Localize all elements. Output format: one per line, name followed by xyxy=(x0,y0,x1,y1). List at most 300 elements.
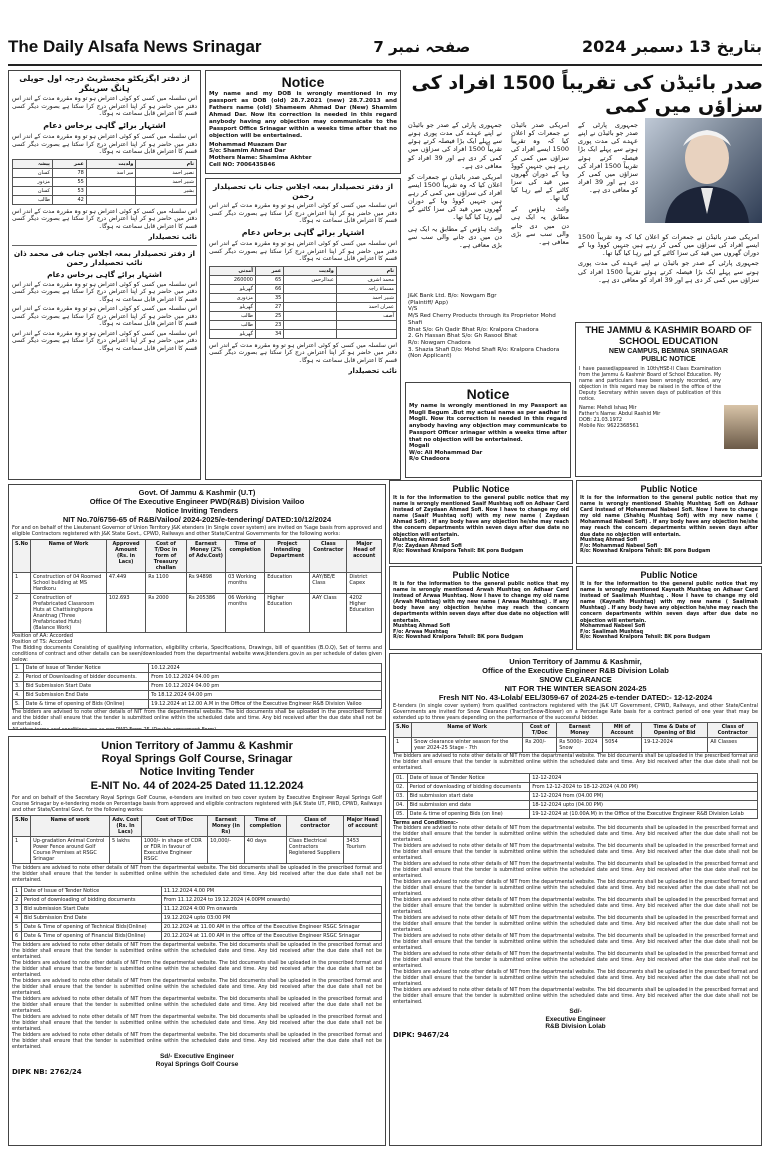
pn-2-body: It is for the information to the general public notice that my name is wrongly mentioned Shahiq Mushtaq Sofi on Adhaar Card instead of Mohammad Nabeel Sofi. Now I have to change my old name (Shahiq Mushtaq Sofi) with my new name ( Mohammad Nabeel Sofi) . If any body have any objection he/she may reach the concern departments within seven days after due date no objection will entertain. xyxy=(580,494,758,538)
cell: Date & Time of opening of Financial Bids(Online) xyxy=(21,932,161,941)
cell: AAY Class xyxy=(310,593,347,632)
table-row xyxy=(210,284,397,293)
table-row xyxy=(13,896,382,905)
cell xyxy=(284,311,337,320)
table-row xyxy=(394,792,758,801)
table-row xyxy=(394,801,758,810)
notice-sig-1: Mohammad Muazam Dar xyxy=(209,141,287,148)
pn-1-sig-3: R/o: Nowshad Kralpora Tehsil: BK pora Budgam xyxy=(393,548,524,555)
col-header: Class Contractor xyxy=(310,539,347,572)
t1-h1: نام xyxy=(136,159,197,168)
pn-1-body: It is for the information to the general public notice that my name is wrongly mentioned Saaif Mushtaq sofi on Adhaar Card instead of Zaydaan Ahmad Sofi. Now I have to change my old name (Saaif Mushtaq sofi) with my new name ( Zaydaan Ahmad Sofi) . If any body have any objection he/she may reach the concern departments within seven days after due date no objection will entertain. xyxy=(393,494,569,538)
cell: شبیر احمد xyxy=(336,293,396,302)
pn-2-sig-2: F/o: Mohammad Nabeel Sofi xyxy=(580,542,658,549)
lolab-sd: Sd/- xyxy=(569,1007,582,1015)
col-header: Adv. Cost (Rs. In Lacs) xyxy=(110,816,142,837)
golf-tender-notice xyxy=(8,736,386,1146)
school-f2: Father's Name: Abdul Rashid Mir xyxy=(579,410,661,417)
table-row xyxy=(394,810,758,819)
cell: 18-12-2024 upto (04.00 PM) xyxy=(530,801,758,810)
col-header: Name of Work xyxy=(31,539,107,572)
table-row xyxy=(13,699,382,708)
col-header: Approved Amount (Rs. in Lacs) xyxy=(106,539,145,572)
table-row xyxy=(210,311,397,320)
cell: 25 xyxy=(255,311,283,320)
cell: 2 xyxy=(13,896,22,905)
cell: Period of downloading of bidding documents xyxy=(407,783,530,792)
table-row xyxy=(13,168,197,177)
pn-4-sig-2: F/o: Saalimah Mushtaq xyxy=(580,628,644,635)
urdu-ad-1-body: اس سلسلہ میں کسی کو کوئی اعتراض ہو تو وہ مقررہ مدت کے اندر اس دفتر میں حاضر ہو کر اپنا اعتراض درج کرا سکتا ہے بصورت دیگر کسی قسم کا اعتراض قابل سماعت نہ ہوگا۔ xyxy=(12,95,197,118)
cell: 65 xyxy=(255,275,283,284)
pwd-g3: Notice Inviting Tenders xyxy=(155,506,239,515)
t2-h2: ولدیت xyxy=(284,266,337,275)
school-f4: Mobile No: 9622368561 xyxy=(579,422,639,429)
cell: 06 Working months xyxy=(226,593,265,632)
lolab-text-5: The bidders are advised to note other details of NIT from the departmental website. The bid documents shall be uploaded in the prescribed format and the bidder shall ensure that the tender is submitted online within the scheduled date and time. Any bid received after the due date shall not be entertained. xyxy=(393,880,758,898)
cell: 27 xyxy=(255,302,283,311)
pn-2-sig-1: Mushtaq Ahmad Sofi xyxy=(580,536,637,543)
cell: 3. xyxy=(13,681,24,690)
pwd-terms: The bidders are advised to note other details of NIT from the departmental website. The bid documents shall be uploaded in the prescribed format and the bidder shall ensure that the tender is submitted online within the scheduled date and time. Any bid received after the due date shall not be entertained. xyxy=(12,708,382,728)
urdu-news-text-c xyxy=(575,118,641,228)
cell: گھریلو xyxy=(210,284,256,293)
pwd-dates-head: The Bidding documents Consisting of qualifying information, eligibility criteria, Specifications, Drawings, bill of quantities (B.O.Q), Set of terms and conditions of contract and other details can be seen/downloaded from the departmental website www.jktenders.gov.in as per schedule of dates given below: xyxy=(12,644,382,663)
col-header: Class of Contractor xyxy=(708,723,758,738)
cell: مزدور xyxy=(13,177,53,186)
school-f3: DOB: 21.03.1972 xyxy=(579,416,623,423)
table-row xyxy=(210,275,397,284)
table-row xyxy=(13,914,382,923)
cell xyxy=(284,302,337,311)
cell: 4202 Higher Education xyxy=(347,593,382,632)
cell: 1 xyxy=(394,738,412,753)
lolab-works-table xyxy=(393,722,758,753)
cell: Rs 1100 xyxy=(146,572,186,593)
cell: 2. xyxy=(13,672,24,681)
school-campus: NEW CAMPUS, BEMINA SRINAGAR xyxy=(608,347,729,355)
cell: 66 xyxy=(255,284,283,293)
cell: 19.12.2024 upto 03:00 PM xyxy=(161,914,381,923)
table-row xyxy=(210,293,397,302)
lolab-g3: SNOW CLEARANCE xyxy=(539,675,612,684)
cell: 5054 xyxy=(603,738,642,753)
news-para-8: جمہوری پارٹی کے صدر جو بائیڈن نے اپنے عہدے کی مدت پوری ہونے سے پہلے ایک بڑا فیصلہ کرتے ہوئے تقریباً 1500 افراد کی سزاؤں میں کمی کر دی ہے اور 39 افراد کو معافی دی ہے۔ xyxy=(578,259,759,284)
cell: Rs 205386 xyxy=(186,593,226,632)
cell: Rs 2000 xyxy=(146,593,186,632)
col-header: Time of completion xyxy=(244,816,286,837)
cell: 260000 xyxy=(210,275,256,284)
urdu-news-text-d xyxy=(575,230,762,320)
cell: 53 xyxy=(52,186,86,195)
table-row xyxy=(13,923,382,932)
urdu-ad-4-title: از دفتر تحصیلدار بمعہ اجلاس جناب ناب تحصیلدار رحمن xyxy=(212,182,394,200)
cell: Date of Issue of Tender Notice xyxy=(21,887,161,896)
cell: Bid submission Start Date xyxy=(21,905,161,914)
urdu-table-1 xyxy=(12,159,197,205)
table-row xyxy=(13,681,382,690)
cell: Bid submission end date xyxy=(407,801,530,810)
cell: 12-12-2024 from (04.00 PM) xyxy=(530,792,758,801)
news-para-3: وائٹ ہاؤس کے مطابق یہ ایک ہی دن میں دی جانے والی سب سے بڑی معافی ہے۔ xyxy=(408,224,502,249)
lolab-exe: Executive Engineer xyxy=(545,1015,606,1023)
cell: Bid Submission End Date xyxy=(21,914,161,923)
golf-text-1: The bidders are advised to note other details of NIT from the departmental website. The bid documents shall be uploaded in the prescribed format and the bidder shall ensure that the tender is submitted online within the scheduled date and time. Any bid received after the due date shall not be entertained. xyxy=(12,866,382,884)
school-body: I have passed/appeared in 10th/HSE-II Class Examination from the Jammu & Kashmir Board of School Education. My name and particulars have been wrongly recorded, any objection in this regard may be raised in the office of the Deputy Secretary within seven days of publication of this notice. xyxy=(579,366,721,402)
masthead xyxy=(8,30,762,66)
cell: Period of downloading of bidding documents xyxy=(21,896,161,905)
t2-h3: عمر xyxy=(255,266,283,275)
t1-h4: پیشہ xyxy=(13,159,53,168)
cell: From 12-12-2024 to 18-12-2024 (4.00 PM) xyxy=(530,783,758,792)
urdu-news-text-b xyxy=(508,118,572,284)
table-row xyxy=(13,186,197,195)
cell: 3 xyxy=(13,905,22,914)
lolab-g4: NIT FOR THE WINTER SEASON 2024-25 xyxy=(504,684,647,693)
cell: Education xyxy=(265,572,310,593)
notice-sig-4: Cell NO: 7006435846 xyxy=(209,161,276,168)
cell: Rs 94898 xyxy=(186,572,226,593)
notice-body: My name and my DOB is wrongly mentioned in my passport as DOB (old) 28.7.2021 (new) 28.7.2013 and Fathers name (old) Shameem Ahmad Dar (New) Shamim Ahmad Dar. Now its correction is needed in this regard anybody having any objection may communicate to the Passport Office Srinagar within a weeks time after that no objection will be entertained. xyxy=(209,90,397,139)
cell: 19-12-2024 at (10.00A.M) in the Office of the Executive Engineer R&B Division Lolab xyxy=(530,810,758,819)
notice-2-sig-2: W/o: Ali Mohammad Dar xyxy=(409,449,483,456)
lolab-text-9: The bidders are advised to note other details of NIT from the departmental website. The bid documents shall be uploaded in the prescribed format and the bidder shall ensure that the tender is submitted online within the scheduled date and time. Any bid received after the due date shall not be entertained. xyxy=(393,952,758,969)
cell: Bid Submission End Date xyxy=(23,690,149,699)
pwd-intro: For and on behalf of the Lieutenant Governor of Union Territory J&K etenders (in Single cover system) are invited on %age basis from approved and eligible Contractors registered with J&K State Govt., CPWD, Railways and other State/Central Governments for the following works: xyxy=(12,525,382,538)
urdu-ad-4-body-2: اس سلسلہ میں کسی کو کوئی اعتراض ہو تو وہ مقررہ مدت کے اندر اس دفتر میں حاضر ہو کر اپنا اعتراض درج کرا سکتا ہے بصورت دیگر کسی قسم کا اعتراض قابل سماعت نہ ہوگا۔ xyxy=(209,240,397,263)
notice-passport-1 xyxy=(205,70,401,174)
table-row xyxy=(13,663,382,672)
news-para-7: امریکی صدر بائیڈن نے جمعرات کو اعلان کیا کہ وہ تقریباً 1500 ایسے افراد کی سزاؤں میں کمی کر رہے ہیں جنہیں کووڈ وبا کے دوران گھروں میں قید کی سزا کاٹنے کے لیے رہا کیا گیا تھا۔ xyxy=(578,233,759,258)
cell xyxy=(284,320,337,329)
news-para-5: وائٹ ہاؤس کے مطابق یہ ایک ہی دن میں دی جانے والی سب سے بڑی معافی ہے۔ xyxy=(511,205,569,246)
lolab-text-2: The bidders are advised to note other details of NIT from the departmental website. The bid documents shall be uploaded in the prescribed format and the bidder shall ensure that the tender is submitted online within the scheduled date and time. Any bid received after the due date shall not be entertained. xyxy=(393,826,758,844)
cell xyxy=(86,177,136,186)
cell: 19.12.2024 at 12.00 A.M in the Office of the Executive Engineer R&B Division Vailoo xyxy=(149,699,382,708)
urdu-ad-3-title: از دفتر تحصیلدار بمعہ اجلاس جناب فی محمد ذان نائب تحصیلدار رحمن xyxy=(13,248,196,267)
lolab-g1: Union Territory of Jammu & Kashmir, xyxy=(509,657,642,666)
pn-4-title: Public Notice xyxy=(640,570,698,580)
cell: 3453 Tourism xyxy=(344,837,382,864)
cell: آصف xyxy=(336,311,396,320)
golf-div: Royal Springs Golf Course xyxy=(155,1060,239,1068)
golf-dates-table xyxy=(12,886,382,941)
school-board-name: THE JAMMU & KASHMIR BOARD OF SCHOOL EDUCATION xyxy=(585,325,752,347)
case-line: J&K Bank Ltd. B/o: Nowgam Bgr xyxy=(408,293,497,299)
cell: محمد اشرف xyxy=(336,275,396,284)
page-number: صفحہ نمبر 7 xyxy=(373,38,471,56)
table-row xyxy=(394,738,758,753)
lolab-dates-table xyxy=(393,773,758,819)
notice-title: Notice xyxy=(281,74,325,90)
urdu-ad-4-body-3: اس سلسلہ میں کسی کو کوئی اعتراض ہو تو وہ مقررہ مدت کے اندر اس دفتر میں حاضر ہو کر اپنا اعتراض درج کرا سکتا ہے بصورت دیگر کسی قسم کا اعتراض قابل سماعت نہ ہوگا۔ xyxy=(209,341,397,364)
notice-sig-3: Mothers Name: Shamima Akhter xyxy=(209,155,312,162)
lolab-tender-notice xyxy=(389,653,762,1146)
pwd-pos2: Position of TS: Accorded xyxy=(12,638,73,645)
cell: 42 xyxy=(52,195,86,204)
golf-dipk: DIPK NB: 2762/24 xyxy=(12,1068,82,1077)
urdu-ad-middle xyxy=(205,178,401,480)
pwd-g1: Govt. Of Jammu & Kashmir (U.T) xyxy=(138,488,256,497)
cell: بشیر xyxy=(136,186,197,195)
case-line: Bhat S/o: Gh Qadir Bhat R/o: Kralpora Chadora xyxy=(408,326,539,333)
cell: 5. xyxy=(13,699,24,708)
cell: مزدوری xyxy=(210,293,256,302)
golf-g3: Notice Inviting Tender xyxy=(139,766,255,779)
golf-text-7: The bidders are advised to note other details of NIT from the departmental website. The bid documents shall be uploaded in the prescribed format and the bidder shall ensure that the tender is submitted online within the scheduled date and time. Any bid received after the due date shall not be entertained. xyxy=(12,1032,382,1050)
col-header: S.No xyxy=(13,539,31,572)
cell: Rs 200/- xyxy=(523,738,557,753)
col-header: Time of completion xyxy=(226,539,265,572)
news-para-4: امریکی صدر بائیڈن نے جمعرات کو اعلان کیا کہ وہ تقریباً 1500 ایسے افراد کی سزاؤں میں کمی کر رہے ہیں جنہیں کووڈ وبا کے دوران گھروں میں قید کی سزا کاٹنے کے لیے رہا کیا گیا تھا۔ xyxy=(511,121,569,203)
table-row xyxy=(13,837,382,864)
case-line: 2. Gh Hassan Bhat S/o: Gh Rasool Bhat xyxy=(408,333,518,340)
table-row xyxy=(13,932,382,941)
col-header: Time & Date of Opening of Bid xyxy=(641,723,707,738)
cell: 2 xyxy=(13,593,31,632)
case-line: M/S Red Cherry Products through its Proprietor Mohd Shafi xyxy=(408,313,556,326)
cell: 47.449 xyxy=(106,572,145,593)
cell: 1000/- in shape of CDR or FDR in favour of Executive Engineer RSGC xyxy=(141,837,207,864)
pn-3-sig-2: F/o: Arwaa Mushtaq xyxy=(393,628,449,635)
cell: 03 Working months xyxy=(226,572,265,593)
cell: گھریلو xyxy=(210,329,256,338)
pn-3-sig-3: R/o: Nowshad Kralpora Tehsil: BK pora Budgam xyxy=(393,634,524,641)
cell: Bid Submission Start Date xyxy=(23,681,149,690)
t2-h1: نام xyxy=(336,266,396,275)
cell xyxy=(86,195,136,204)
cell: From 10.12.2024 04.00 pm xyxy=(149,672,382,681)
cell: 23 xyxy=(255,320,283,329)
cell: From 11.12.2024 to 19.12.2024 (4.00PM onwards) xyxy=(161,896,381,905)
golf-text-5: The bidders are advised to note other details of NIT from the departmental website. The bid documents shall be uploaded in the prescribed format and the bidder shall ensure that the tender is submitted online within the scheduled date and time. Any bid received after the due date shall not be entertained. xyxy=(12,996,382,1014)
urdu-ad-4-sub: اشتہار برائے گاہی برخاس دعام xyxy=(241,227,365,237)
pn-1-sig-2: F/o: Zaydaan Ahmad Sofi xyxy=(393,542,462,549)
table-row xyxy=(13,572,382,593)
cell: Construction of 04 Roomed School building at MS Hardkoru xyxy=(31,572,107,593)
cell: کسان xyxy=(13,186,53,195)
cell: 5 lakhs xyxy=(110,837,142,864)
notice-sig-2: S/o: Shamim Ahmad Dar xyxy=(209,148,286,155)
col-header: Cost of T/Doc xyxy=(523,723,557,738)
cell: Bid submission start date xyxy=(407,792,530,801)
notice-passport-2 xyxy=(405,382,571,478)
table-row xyxy=(13,177,197,186)
lolab-text-6: The bidders are advised to note other details of NIT from the departmental website. The bid documents shall be uploaded in the prescribed format and the bidder shall ensure that the tender is submitted online within the scheduled date and time. Any bid received after the due date shall not be entertained. xyxy=(393,898,758,916)
cell: Class Electrical Contractors Registered Suppliers xyxy=(286,837,344,864)
pn-3-body: It is for the information to the general public notice that my name is wrongly mentioned Arwah Mushtaq on Adhaar Card instead of Arwaa Mushtaq. Now I have to change my old name (Arwah Mushtaq) with my new name ( Arwaa Mushtaq) . If any body have any objection he/she may reach the concern departments within seven days after due date no objection will entertain. xyxy=(393,580,569,624)
applicant-photo xyxy=(724,405,758,449)
cell: 20.12.2024 at 11.00 AM in the office of the Executive Engineer RSGC Srinagar xyxy=(161,932,381,941)
golf-text-2: The bidders are advised to note other details of NIT from the departmental website. The bid documents shall be uploaded in the prescribed format and the bidder shall ensure that the tender is submitted online within the scheduled date and time. Any bid received after the due date shall not be entertained. xyxy=(12,943,382,961)
table-row xyxy=(13,195,197,204)
cell: 10,000/- xyxy=(208,837,245,864)
col-header: Cost of T/Doc in form of Treasury challan xyxy=(146,539,186,572)
col-header: S.No xyxy=(13,816,31,837)
lolab-text-1: The bidders are advised to note other details of NIT from the departmental website. The bid documents shall be uploaded in the prescribed format and the bidder shall ensure that the tender is submitted online within the scheduled date and time. Any bid received after the due date shall not be entertained. xyxy=(393,754,758,772)
cell: Construction of Prefabricated Classroom Huts at Chattisinghpora Anantnag (Three Prefabricated Huts) (Balance Work) xyxy=(31,593,107,632)
pn-1-title: Public Notice xyxy=(452,484,510,494)
pwd-dates-table xyxy=(12,663,382,709)
cell: 10.12.2024 xyxy=(149,663,382,672)
cell xyxy=(86,186,136,195)
cell: 35 xyxy=(255,293,283,302)
urdu-ad-2-more: اس سلسلہ میں کسی کو کوئی اعتراض ہو تو وہ مقررہ مدت کے اندر اس دفتر میں حاضر ہو کر اپنا اعتراض درج کرا سکتا ہے بصورت دیگر کسی قسم کا اعتراض قابل سماعت نہ ہوگا۔ xyxy=(12,207,197,230)
lolab-g5: Fresh NIT No. 43-Lolab/ EEL/3059-67 of 2024-25 e-tender DATED:- 12-12-2024 xyxy=(438,693,713,702)
lolab-g2: Office of the Executive Engineer R&B Division Lolab xyxy=(482,666,669,675)
col-header: Major Head of account xyxy=(347,539,382,572)
cell: 1. xyxy=(13,663,24,672)
golf-sd: Sd/- Executive Engineer xyxy=(159,1052,235,1060)
case-line: 3. Shazia Shafi D/o: Mohd Shafi R/o: Kralpora Chadora (Non Applicant) xyxy=(408,346,560,360)
cell: طالب xyxy=(210,320,256,329)
school-board-notice xyxy=(575,322,762,477)
cell: 6 xyxy=(13,932,22,941)
news-para-2: امریکی صدر بائیڈن نے جمعرات کو اعلان کیا کہ وہ تقریباً 1500 ایسے افراد کی سزاؤں میں کمی کر رہے ہیں جنہیں کووڈ وبا کے دوران گھروں میں قید کی سزا کاٹنے کے لیے رہا کیا گیا تھا۔ xyxy=(408,172,502,222)
cell: مسماۃ راجہ xyxy=(336,284,396,293)
cell: 40 days xyxy=(244,837,286,864)
cell xyxy=(336,329,396,338)
lolab-text-4: The bidders are advised to note other details of NIT from the departmental website. The bid documents shall be uploaded in the prescribed format and the bidder shall ensure that the tender is submitted online within the scheduled date and time. Any bid received after the due date shall not be entertained. xyxy=(393,862,758,880)
col-header: Major Head of account xyxy=(344,816,382,837)
cell: 03. xyxy=(394,792,408,801)
cell: کسان xyxy=(13,168,53,177)
cell: All Classes xyxy=(708,738,758,753)
golf-intro: For and on behalf of the Secretary Royal Springs Golf Course, e-tenders are invited on two cover system by Executive Engineer Royal Springs Golf Course Srinagar by e-tendering mode on Percentage basis from approved and eligible contractors registered with J&K State UT, PWD, CPWD, Railways and other State/Central Govt. for the following works: xyxy=(12,794,382,813)
col-header: Earnest Money (2% of Adv.Cost) xyxy=(186,539,226,572)
golf-g2: Royal Springs Golf Course, Srinagar xyxy=(101,753,293,766)
court-case-block xyxy=(405,290,571,380)
notice-2-sig-3: R/o Chadoora xyxy=(409,456,450,463)
cell xyxy=(284,284,337,293)
public-notice-2 xyxy=(576,480,762,564)
cell: 11.12.2024 4.00 PM xyxy=(161,887,381,896)
cell: Higher Education xyxy=(265,593,310,632)
pn-2-sig-3: R/o: Nowshad Kralpora Tehsil: BK pora Budgam xyxy=(580,548,711,555)
cell: 5 xyxy=(13,923,22,932)
cell: 20.12.2024 at 11.00 AM in the office of the Executive Engineer RSGC Srinagar xyxy=(161,923,381,932)
news-para-6: جمہوری پارٹی کے صدر جو بائیڈن نے اپنے عہدے کی مدت پوری ہونے سے پہلے ایک بڑا فیصلہ کرتے ہوئے تقریباً 1500 افراد کی سزاؤں میں کمی کر دی ہے اور 39 افراد کو معافی دی ہے۔ xyxy=(578,121,638,194)
cell: 05. xyxy=(394,810,408,819)
lolab-text-7: The bidders are advised to note other details of NIT from the departmental website. The bid documents shall be uploaded in the prescribed format and the bidder shall ensure that the tender is submitted online within the scheduled date and time. Any bid received after the due date shall not be entertained. xyxy=(393,916,758,934)
cell: 34 xyxy=(255,329,283,338)
col-header: Class of contractor xyxy=(286,816,344,837)
cell: 19-12-2024 xyxy=(641,738,707,753)
golf-g1: Union Territory of Jammu & Kashmir xyxy=(101,740,293,752)
urdu-ad-3-body-3: اس سلسلہ میں کسی کو کوئی اعتراض ہو تو وہ مقررہ مدت کے اندر اس دفتر میں حاضر ہو کر اپنا اعتراض درج کرا سکتا ہے بصورت دیگر کسی قسم کا اعتراض قابل سماعت نہ ہوگا۔ xyxy=(12,329,197,352)
urdu-ad-3-body-2: اس سلسلہ میں کسی کو کوئی اعتراض ہو تو وہ مقررہ مدت کے اندر اس دفتر میں حاضر ہو کر اپنا اعتراض درج کرا سکتا ہے بصورت دیگر کسی قسم کا اعتراض قابل سماعت نہ ہوگا۔ xyxy=(12,305,197,328)
cell: Date & Time of opening of Technical Bids(Online) xyxy=(21,923,161,932)
cell: Period of Downloading of bidder documents. xyxy=(23,672,149,681)
lolab-text-3: The bidders are advised to note other details of NIT from the departmental website. The bid documents shall be uploaded in the prescribed format and the bidder shall ensure that the tender is submitted online within the scheduled date and time. Any bid received after the due date shall not be entertained. xyxy=(393,844,758,862)
table-row xyxy=(13,593,382,632)
urdu-ad-4-body: اس سلسلہ میں کسی کو کوئی اعتراض ہو تو وہ مقررہ مدت کے اندر اس دفتر میں حاضر ہو کر اپنا اعتراض درج کرا سکتا ہے بصورت دیگر کسی قسم کا اعتراض قابل سماعت نہ ہوگا۔ xyxy=(209,202,397,224)
pn-3-title: Public Notice xyxy=(452,570,510,580)
golf-text-4: The bidders are advised to note other details of NIT from the departmental website. The bid documents shall be uploaded in the prescribed format and the bidder shall ensure that the tender is submitted online within the scheduled date and time. Any bid received after the due date shall not be entertained. xyxy=(12,978,382,996)
cell: عبدالرحمن xyxy=(284,275,337,284)
cell: 55 xyxy=(52,177,86,186)
urdu-ad-1-title: از دفتر ایگزیکٹو مجسٹریٹ درجہ اول حویلی ہانگ سرینگر xyxy=(19,74,190,93)
cell xyxy=(336,320,396,329)
urdu-ad-left xyxy=(8,70,201,480)
golf-text-3: The bidders are advised to note other details of NIT from the departmental website. The bid documents shall be uploaded in the prescribed format and the bidder shall ensure that the tender is submitted online within the scheduled date and time. Any bid received after the due date shall not be entertained. xyxy=(12,961,382,978)
table-row xyxy=(13,690,382,699)
public-notice-3 xyxy=(389,566,573,650)
paper-name: The Daily Alsafa News Srinagar xyxy=(8,36,262,56)
cell: 1 xyxy=(13,572,31,593)
lolab-intro: E-tenders (in single cover system) from qualified contractors registered with the J&K UT Government, CPWD, Railways, and other State/Central Governments are invited for Snow Clearance (Tractor/Snow-Blower) on a Percentage Rate basis for a contract period of one year that may be extended up to three years depending on the performance of the successful bidder. xyxy=(393,703,758,722)
cell: 1 xyxy=(13,887,22,896)
table-row xyxy=(394,774,758,783)
urdu-ad-2-body: اس سلسلہ میں کسی کو کوئی اعتراض ہو تو وہ مقررہ مدت کے اندر اس دفتر میں حاضر ہو کر اپنا اعتراض درج کرا سکتا ہے بصورت دیگر کسی قسم کا اعتراض قابل سماعت نہ ہوگا۔ xyxy=(12,133,197,156)
pwd-g2: Office Of The Executive Engineer PWD(R&B) Division Vailoo xyxy=(89,497,305,506)
cell: Date of issue of Tender Notice xyxy=(407,774,530,783)
cell: میر اسد xyxy=(86,168,136,177)
cell: طالب xyxy=(210,311,256,320)
cell: District Capex xyxy=(347,572,382,593)
cell: 01. xyxy=(394,774,408,783)
golf-works-table xyxy=(12,815,382,864)
lolab-text-10: The bidders are advised to note other details of NIT from the departmental website. The bid documents shall be uploaded in the prescribed format and the bidder shall ensure that the tender is submitted online within the scheduled date and time. Any bid received after the due date shall not be entertained. xyxy=(393,969,758,987)
cell: 02. xyxy=(394,783,408,792)
cell: AAY/BE/E Class xyxy=(310,572,347,593)
notice-2-title: Notice xyxy=(466,386,510,402)
person-photo-icon xyxy=(645,118,762,223)
cell xyxy=(136,195,197,204)
cell: Snow clearance winter season for the year 2024-25 Stage - 7th xyxy=(412,738,523,753)
public-notice-4 xyxy=(576,566,762,650)
col-header: Name of Work xyxy=(412,723,523,738)
notice-2-body: My name is wrongly mentioned in my Passport as Mugli Begum .But my actual name as per aadhar is Mogli. Now its correction is needed in this regard anybody having any objection may communicate to Passport Officer srinagar within a weeks time after that no objection will be entertained. xyxy=(409,402,567,443)
t1-h3: عمر xyxy=(52,159,86,168)
lolab-terms-head: Terms and Conditions:- xyxy=(393,820,458,827)
school-public-notice: PUBLIC NOTICE xyxy=(641,356,696,364)
cell: Date & time of opening of Bids (Online) xyxy=(23,699,149,708)
pn-4-body: It is for the information to the general public notice that my name is wrongly mentioned Kaynath Mushtaq on Adhaar Card instead of Saalimah Mushtaq . Now I have to change my old name (Kaynath Mushtaq) with my new name ( Saalimah Mushtaq) . If any body have any objection he/she may reach the concern departments within seven days after due date no objection will entertain. xyxy=(580,580,758,624)
col-header: Earnest Money xyxy=(557,723,603,738)
news-photo xyxy=(645,118,762,223)
table-row xyxy=(210,320,397,329)
cell: To 18.12.2024 04.00 pm xyxy=(149,690,382,699)
col-header: Cost of T/Doc xyxy=(141,816,207,837)
cell xyxy=(284,329,337,338)
lolab-text-11: The bidders are advised to note other details of NIT from the departmental website. The bid documents shall be uploaded in the prescribed format and the bidder shall ensure that the tender is submitted online within the scheduled date and time. Any bid received after the due date shall not be entertained. xyxy=(393,987,758,1005)
cell xyxy=(284,293,337,302)
t2-h4: آمدنی xyxy=(210,266,256,275)
urdu-ad-2-title: اشتہار برائے گاہی برخاس دعام xyxy=(43,120,166,130)
golf-text-6: The bidders are advised to note other details of NIT from the departmental website. The bid documents shall be uploaded in the prescribed format and the bidder shall ensure that the tender is submitted online within the scheduled date and time. Any bid received after the due date shall not be entertained. xyxy=(12,1014,382,1032)
urdu-ad-2-sign: نائب تحصیلدار xyxy=(148,233,197,242)
cell: طالب xyxy=(13,195,53,204)
lolab-dipk: DIPK: 9467/24 xyxy=(393,1031,449,1040)
urdu-ad-3-body: اس سلسلہ میں کسی کو کوئی اعتراض ہو تو وہ مقررہ مدت کے اندر اس دفتر میں حاضر ہو کر اپنا اعتراض درج کرا سکتا ہے بصورت دیگر کسی قسم کا اعتراض قابل سماعت نہ ہوگا۔ xyxy=(12,280,197,303)
cell: 04. xyxy=(394,801,408,810)
table-row xyxy=(13,672,382,681)
news-para-1: جمہوری پارٹی کے صدر جو بائیڈن نے اپنے عہدے کی مدت پوری ہونے سے پہلے ایک بڑا فیصلہ کرتے ہوئے تقریباً 1500 افراد کی سزاؤں میں کمی کر دی ہے اور 39 افراد کو معافی دی ہے۔ xyxy=(408,121,502,170)
urdu-ad-4-sign: نائب تحصیلدار xyxy=(348,367,397,376)
pwd-works-table xyxy=(12,539,382,633)
urdu-ad-3-sub: اشتہار برائے گاہی برخاس دعام xyxy=(47,269,162,279)
col-header: MH of Account xyxy=(603,723,642,738)
cell: 12-12-2024 xyxy=(530,774,758,783)
cell: 102.693 xyxy=(106,593,145,632)
main-headline: صدر بائیڈن کی تقریباً 1500 افراد کی سزاؤں میں کمی xyxy=(411,72,763,117)
t1-h2: ولدیت xyxy=(86,159,136,168)
lolab-div: R&B Division Lolab xyxy=(545,1023,606,1031)
table-row xyxy=(13,887,382,896)
table-row xyxy=(394,783,758,792)
cell: Date of Issue of Tender Notice xyxy=(23,663,149,672)
